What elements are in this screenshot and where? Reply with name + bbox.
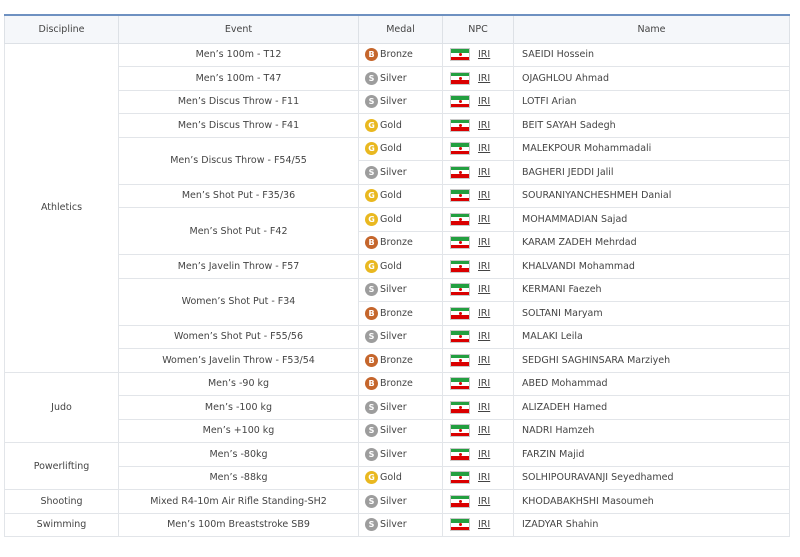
table-row xyxy=(5,372,790,396)
npc-link[interactable]: IRI xyxy=(478,307,491,319)
athlete-name: KHODABAKHSHI Masoumeh xyxy=(514,490,790,514)
npc-link[interactable]: IRI xyxy=(478,472,491,484)
medal-silver-icon: S xyxy=(365,95,378,108)
npc-cell xyxy=(443,161,514,185)
medal-cell xyxy=(359,161,443,185)
npc-link[interactable]: IRI xyxy=(478,401,491,413)
table-row xyxy=(5,278,790,302)
event-cell: Men’s -88kg xyxy=(119,466,359,490)
medal-label: Bronze xyxy=(380,354,413,366)
iran-flag-icon xyxy=(450,213,470,226)
medal-cell xyxy=(359,43,443,67)
medal-cell xyxy=(359,302,443,326)
npc-wrap xyxy=(450,213,513,226)
npc-wrap xyxy=(450,330,513,343)
medal-label: Bronze xyxy=(380,378,413,390)
npc-wrap xyxy=(450,166,513,179)
npc-wrap xyxy=(450,72,513,85)
medal-wrap xyxy=(365,401,442,414)
npc-wrap xyxy=(450,142,513,155)
table-row xyxy=(5,208,790,232)
iran-flag-icon xyxy=(450,48,470,61)
medal-wrap xyxy=(365,448,442,461)
medal-silver-icon: S xyxy=(365,72,378,85)
npc-link[interactable]: IRI xyxy=(478,448,491,460)
medal-cell xyxy=(359,325,443,349)
table-row xyxy=(5,90,790,114)
npc-cell xyxy=(443,67,514,91)
event-cell: Men’s 100m - T12 xyxy=(119,43,359,67)
iran-flag-icon xyxy=(450,236,470,249)
table-row xyxy=(5,443,790,467)
athlete-name: IZADYAR Shahin xyxy=(514,513,790,537)
event-cell: Men’s Shot Put - F42 xyxy=(119,208,359,255)
medal-cell xyxy=(359,114,443,138)
event-cell: Men’s +100 kg xyxy=(119,419,359,443)
medal-cell xyxy=(359,67,443,91)
medal-label: Silver xyxy=(380,96,407,108)
medal-wrap xyxy=(365,283,442,296)
header-event: Event xyxy=(119,15,359,43)
athlete-name: SOURANIYANCHESHMEH Danial xyxy=(514,184,790,208)
npc-link[interactable]: IRI xyxy=(478,331,491,343)
medal-cell xyxy=(359,419,443,443)
event-cell: Men’s Javelin Throw - F57 xyxy=(119,255,359,279)
npc-cell xyxy=(443,231,514,255)
athlete-name: KARAM ZADEH Mehrdad xyxy=(514,231,790,255)
athlete-name: ABED Mohammad xyxy=(514,372,790,396)
npc-cell xyxy=(443,255,514,279)
iran-flag-icon xyxy=(450,495,470,508)
medal-silver-icon: S xyxy=(365,330,378,343)
medal-cell xyxy=(359,372,443,396)
npc-cell xyxy=(443,443,514,467)
npc-link[interactable]: IRI xyxy=(478,72,491,84)
medal-label: Gold xyxy=(380,213,402,225)
iran-flag-icon xyxy=(450,401,470,414)
medal-wrap xyxy=(365,518,442,531)
medal-wrap xyxy=(365,424,442,437)
header-medal: Medal xyxy=(359,15,443,43)
medal-cell xyxy=(359,490,443,514)
medal-cell xyxy=(359,396,443,420)
medal-label: Silver xyxy=(380,72,407,84)
npc-cell xyxy=(443,114,514,138)
iran-flag-icon xyxy=(450,260,470,273)
medal-cell xyxy=(359,466,443,490)
npc-wrap xyxy=(450,424,513,437)
medal-gold-icon: G xyxy=(365,471,378,484)
discipline-cell: Powerlifting xyxy=(5,443,119,490)
iran-flag-icon xyxy=(450,119,470,132)
event-cell: Women’s Shot Put - F55/56 xyxy=(119,325,359,349)
event-cell: Women’s Shot Put - F34 xyxy=(119,278,359,325)
header-discipline: Discipline xyxy=(5,15,119,43)
medal-label: Silver xyxy=(380,448,407,460)
npc-link[interactable]: IRI xyxy=(478,213,491,225)
npc-wrap xyxy=(450,260,513,273)
athlete-name: BEIT SAYAH Sadegh xyxy=(514,114,790,138)
medal-bronze-icon: B xyxy=(365,48,378,61)
medal-wrap xyxy=(365,495,442,508)
iran-flag-icon xyxy=(450,448,470,461)
medal-label: Bronze xyxy=(380,307,413,319)
event-cell: Men’s Discus Throw - F11 xyxy=(119,90,359,114)
event-cell: Men’s Discus Throw - F54/55 xyxy=(119,137,359,184)
npc-wrap xyxy=(450,354,513,367)
athlete-name: KHALVANDI Mohammad xyxy=(514,255,790,279)
medal-gold-icon: G xyxy=(365,189,378,202)
iran-flag-icon xyxy=(450,330,470,343)
event-cell: Men’s Discus Throw - F41 xyxy=(119,114,359,138)
event-cell: Men’s 100m Breaststroke SB9 xyxy=(119,513,359,537)
athlete-name: SOLTANI Maryam xyxy=(514,302,790,326)
npc-wrap xyxy=(450,307,513,320)
npc-link[interactable]: IRI xyxy=(478,49,491,61)
medal-cell xyxy=(359,90,443,114)
npc-link[interactable]: IRI xyxy=(478,260,491,272)
event-cell: Women’s Javelin Throw - F53/54 xyxy=(119,349,359,373)
medal-gold-icon: G xyxy=(365,260,378,273)
medal-wrap xyxy=(365,260,442,273)
npc-wrap xyxy=(450,189,513,202)
medal-label: Silver xyxy=(380,495,407,507)
npc-link[interactable]: IRI xyxy=(478,495,491,507)
table-row xyxy=(5,184,790,208)
athlete-name: OJAGHLOU Ahmad xyxy=(514,67,790,91)
medal-silver-icon: S xyxy=(365,166,378,179)
npc-wrap xyxy=(450,236,513,249)
iran-flag-icon xyxy=(450,166,470,179)
table-row xyxy=(5,325,790,349)
athlete-name: BAGHERI JEDDI Jalil xyxy=(514,161,790,185)
medal-label: Silver xyxy=(380,166,407,178)
medal-bronze-icon: B xyxy=(365,307,378,320)
npc-link[interactable]: IRI xyxy=(478,378,491,390)
iran-flag-icon xyxy=(450,283,470,296)
npc-cell xyxy=(443,184,514,208)
npc-wrap xyxy=(450,48,513,61)
medal-cell xyxy=(359,184,443,208)
medal-label: Silver xyxy=(380,284,407,296)
npc-cell xyxy=(443,302,514,326)
npc-link[interactable]: IRI xyxy=(478,166,491,178)
npc-cell xyxy=(443,372,514,396)
npc-wrap xyxy=(450,495,513,508)
npc-wrap xyxy=(450,518,513,531)
medal-wrap xyxy=(365,354,442,367)
table-row xyxy=(5,67,790,91)
npc-cell xyxy=(443,208,514,232)
npc-link[interactable]: IRI xyxy=(478,354,491,366)
event-cell: Men’s Shot Put - F35/36 xyxy=(119,184,359,208)
event-cell: Men’s -100 kg xyxy=(119,396,359,420)
medal-wrap xyxy=(365,213,442,226)
event-cell: Men’s -90 kg xyxy=(119,372,359,396)
table-row xyxy=(5,137,790,161)
medal-table xyxy=(4,14,790,537)
table-row xyxy=(5,396,790,420)
medal-cell xyxy=(359,137,443,161)
table-header-row xyxy=(5,15,790,43)
athlete-name: SAEIDI Hossein xyxy=(514,43,790,67)
medal-bronze-icon: B xyxy=(365,354,378,367)
athlete-name: SOLHIPOURAVANJI Seyedhamed xyxy=(514,466,790,490)
npc-cell xyxy=(443,349,514,373)
event-cell: Men’s -80kg xyxy=(119,443,359,467)
athlete-name: MOHAMMADIAN Sajad xyxy=(514,208,790,232)
medal-wrap xyxy=(365,189,442,202)
npc-wrap xyxy=(450,283,513,296)
iran-flag-icon xyxy=(450,354,470,367)
medal-silver-icon: S xyxy=(365,448,378,461)
medal-label: Gold xyxy=(380,190,402,202)
npc-link[interactable]: IRI xyxy=(478,96,491,108)
medal-cell xyxy=(359,278,443,302)
medal-wrap xyxy=(365,166,442,179)
medal-label: Bronze xyxy=(380,237,413,249)
table-row xyxy=(5,419,790,443)
header-npc: NPC xyxy=(443,15,514,43)
table-row xyxy=(5,490,790,514)
iran-flag-icon xyxy=(450,307,470,320)
event-cell: Mixed R4-10m Air Rifle Standing-SH2 xyxy=(119,490,359,514)
npc-cell xyxy=(443,325,514,349)
npc-wrap xyxy=(450,401,513,414)
npc-wrap xyxy=(450,119,513,132)
npc-cell xyxy=(443,490,514,514)
npc-wrap xyxy=(450,95,513,108)
npc-wrap xyxy=(450,448,513,461)
npc-link[interactable]: IRI xyxy=(478,119,491,131)
iran-flag-icon xyxy=(450,72,470,85)
medal-table-container xyxy=(4,14,789,537)
medal-label: Silver xyxy=(380,401,407,413)
medal-cell xyxy=(359,208,443,232)
medal-cell xyxy=(359,231,443,255)
iran-flag-icon xyxy=(450,424,470,437)
iran-flag-icon xyxy=(450,142,470,155)
discipline-cell: Swimming xyxy=(5,513,119,537)
iran-flag-icon xyxy=(450,471,470,484)
medal-wrap xyxy=(365,377,442,390)
medal-label: Silver xyxy=(380,425,407,437)
medal-wrap xyxy=(365,72,442,85)
npc-cell xyxy=(443,419,514,443)
npc-link[interactable]: IRI xyxy=(478,519,491,531)
medal-wrap xyxy=(365,95,442,108)
npc-wrap xyxy=(450,377,513,390)
medal-silver-icon: S xyxy=(365,518,378,531)
table-row xyxy=(5,114,790,138)
npc-cell xyxy=(443,90,514,114)
medal-cell xyxy=(359,349,443,373)
medal-wrap xyxy=(365,119,442,132)
table-row xyxy=(5,513,790,537)
medal-wrap xyxy=(365,48,442,61)
medal-gold-icon: G xyxy=(365,213,378,226)
npc-cell xyxy=(443,396,514,420)
medal-label: Silver xyxy=(380,519,407,531)
medal-label: Gold xyxy=(380,260,402,272)
medal-wrap xyxy=(365,330,442,343)
event-cell: Men’s 100m - T47 xyxy=(119,67,359,91)
medal-silver-icon: S xyxy=(365,401,378,414)
npc-cell xyxy=(443,43,514,67)
medal-label: Gold xyxy=(380,472,402,484)
medal-cell xyxy=(359,513,443,537)
table-row xyxy=(5,255,790,279)
medal-wrap xyxy=(365,471,442,484)
medal-wrap xyxy=(365,307,442,320)
npc-cell xyxy=(443,466,514,490)
table-body xyxy=(5,43,790,537)
medal-silver-icon: S xyxy=(365,424,378,437)
discipline-cell: Athletics xyxy=(5,43,119,372)
discipline-cell: Judo xyxy=(5,372,119,443)
athlete-name: NADRI Hamzeh xyxy=(514,419,790,443)
medal-bronze-icon: B xyxy=(365,377,378,390)
athlete-name: MALEKPOUR Mohammadali xyxy=(514,137,790,161)
medal-label: Silver xyxy=(380,331,407,343)
npc-link[interactable]: IRI xyxy=(478,190,491,202)
iran-flag-icon xyxy=(450,518,470,531)
iran-flag-icon xyxy=(450,189,470,202)
iran-flag-icon xyxy=(450,377,470,390)
athlete-name: MALAKI Leila xyxy=(514,325,790,349)
athlete-name: KERMANI Faezeh xyxy=(514,278,790,302)
npc-link[interactable]: IRI xyxy=(478,237,491,249)
table-row xyxy=(5,466,790,490)
medal-gold-icon: G xyxy=(365,119,378,132)
athlete-name: FARZIN Majid xyxy=(514,443,790,467)
medal-bronze-icon: B xyxy=(365,236,378,249)
table-row xyxy=(5,43,790,67)
npc-cell xyxy=(443,137,514,161)
medal-label: Gold xyxy=(380,143,402,155)
npc-link[interactable]: IRI xyxy=(478,425,491,437)
discipline-cell: Shooting xyxy=(5,490,119,514)
medal-silver-icon: S xyxy=(365,283,378,296)
iran-flag-icon xyxy=(450,95,470,108)
npc-link[interactable]: IRI xyxy=(478,284,491,296)
medal-silver-icon: S xyxy=(365,495,378,508)
athlete-name: SEDGHI SAGHINSARA Marziyeh xyxy=(514,349,790,373)
medal-wrap xyxy=(365,142,442,155)
medal-label: Bronze xyxy=(380,49,413,61)
medal-cell xyxy=(359,255,443,279)
header-name: Name xyxy=(514,15,790,43)
npc-cell xyxy=(443,513,514,537)
npc-wrap xyxy=(450,471,513,484)
npc-cell xyxy=(443,278,514,302)
medal-label: Gold xyxy=(380,119,402,131)
athlete-name: ALIZADEH Hamed xyxy=(514,396,790,420)
medal-gold-icon: G xyxy=(365,142,378,155)
medal-wrap xyxy=(365,236,442,249)
npc-link[interactable]: IRI xyxy=(478,143,491,155)
athlete-name: LOTFI Arian xyxy=(514,90,790,114)
table-row xyxy=(5,349,790,373)
medal-cell xyxy=(359,443,443,467)
